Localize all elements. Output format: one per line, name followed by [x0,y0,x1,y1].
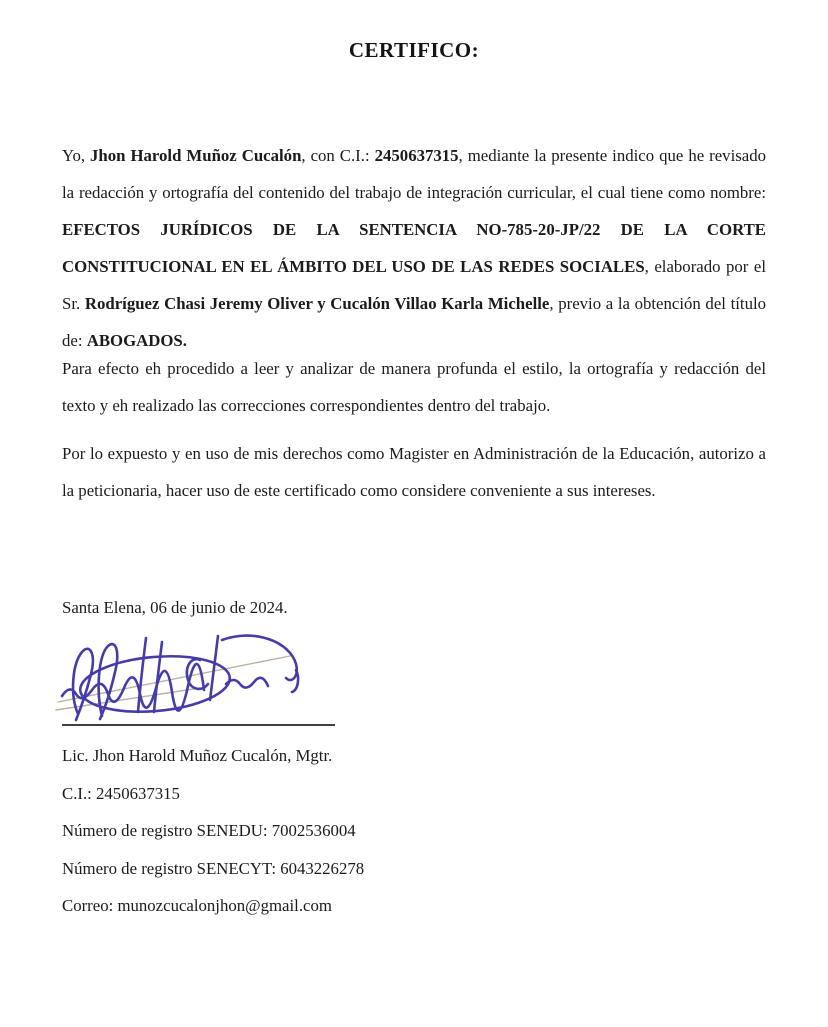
text-segment: , elaborado por el Sr. [62,257,766,313]
text-segment-bold-thesis-title: EFECTOS JURÍDICOS DE LA SENTENCIA NO-785-20-JP/22 DE LA CORTE CONSTITUCIONAL EN EL ÁMBITO DEL USO DE LAS REDES SOCIALES [62,220,766,276]
text-segment: , mediante la presente indico que he revisado la redacción y ortografía del contenido del trabajo de integración curricular, el cual tiene como nombre: [62,146,766,202]
signer-senecyt-registry: Número de registro SENECYT: 6043226278 [62,858,365,878]
signer-senedu-registry: Número de registro SENEDU: 7002536004 [62,821,356,840]
text-segment: Yo, [62,146,91,165]
text-segment-bold-authors: Rodríguez Chasi Jeremy Oliver y Cucalón Villao Karla Michelle [84,294,550,313]
signer-id: C.I.: 2450637315 [62,783,180,803]
text-segment-bold-id: 2450637315 [374,146,459,165]
signer-name: Lic. Jhon Harold Muñoz Cucalón, Mgtr. [62,746,333,765]
document-title: CERTIFICO: [348,38,480,62]
signer-email: Correo: munozcucalonjhon@gmail.com [62,896,332,915]
paragraph-authorization: Por lo expuesto y en uso de mis derechos como Magister en Administración de la Educación, autorizo a la peticionaria, hacer uso de este certificado como considere conveniente a sus intereses. [62,444,766,500]
signer-details [62,737,766,925]
text-segment-bold-name: Jhon Harold Muñoz Cucalón [90,146,302,165]
text-segment-bold-degree: ABOGADOS. [86,331,187,350]
text-segment: , con C.I.: [301,146,375,165]
date-line: Santa Elena, 06 de junio de 2024. [62,598,288,617]
signature-block [62,628,766,732]
handwritten-signature [50,626,350,726]
paragraph-revision: Para efecto eh procedido a leer y analizar de manera profunda el estilo, la ortografía y redacción del texto y eh realizado las correcciones correspondientes dentro del trabajo. [62,359,766,415]
text-segment: , previo a la obtención del título de: [62,294,767,350]
paragraph-intro [62,137,766,359]
signature-line [62,724,335,726]
